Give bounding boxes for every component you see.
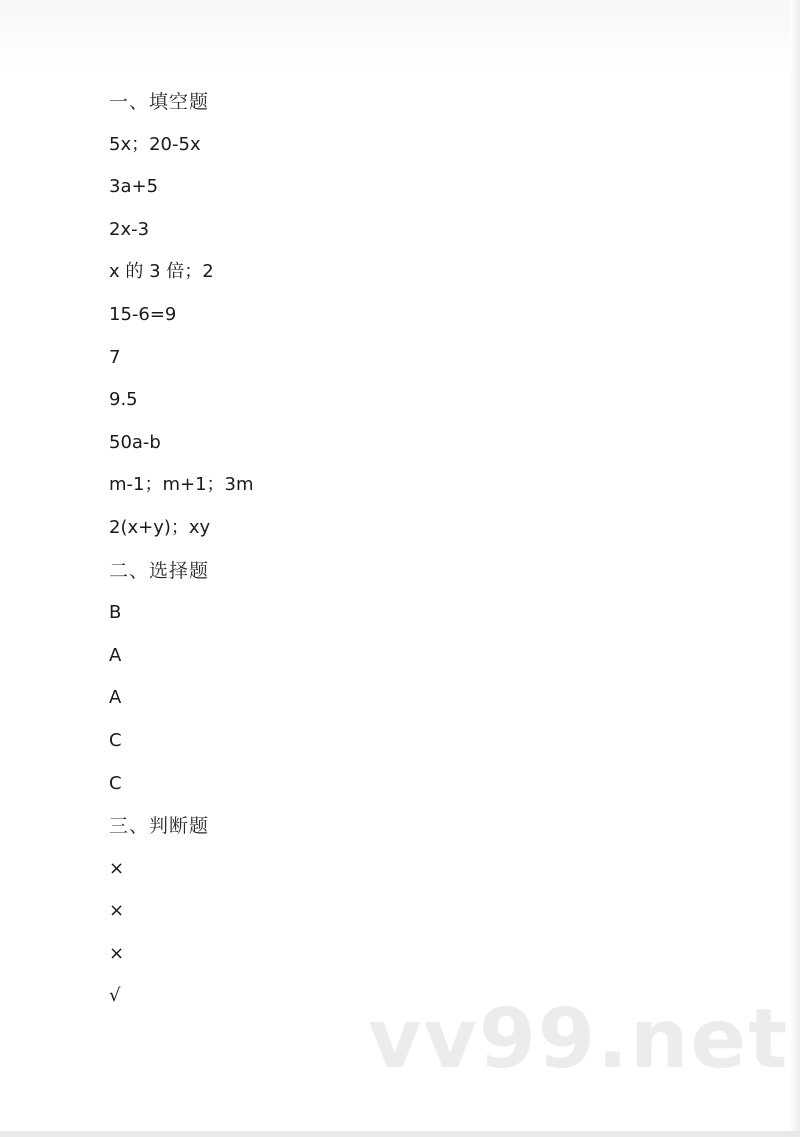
- answer-line: B: [109, 602, 122, 624]
- page-bottom-edge: [0, 1131, 800, 1137]
- answer-line: √: [109, 985, 121, 1007]
- answer-line: ×: [109, 857, 125, 879]
- answer-line: ×: [109, 900, 125, 922]
- answer-line: 7: [109, 346, 121, 368]
- answer-line: 9.5: [109, 389, 138, 411]
- answer-line: 15-6=9: [109, 303, 177, 325]
- answer-line: 3a+5: [109, 176, 159, 198]
- answer-line: C: [109, 772, 122, 794]
- answer-line: A: [109, 644, 122, 666]
- site-watermark: vv99.net: [368, 992, 790, 1087]
- page-top-shadow: [0, 0, 800, 70]
- answer-line: 5x；20-5x: [109, 133, 201, 155]
- answer-line: 2(x+y)；xy: [109, 516, 211, 538]
- answer-line: ×: [109, 942, 125, 964]
- answer-line: C: [109, 729, 122, 751]
- answer-line: 2x-3: [109, 218, 150, 240]
- answer-document: [109, 86, 709, 1023]
- section-heading-multiple-choice: 二、选择题: [109, 559, 210, 582]
- section-heading-fill-in: 一、填空题: [109, 91, 210, 113]
- answer-line: x 的 3 倍；2: [109, 261, 214, 283]
- page-right-edge: [790, 0, 800, 1137]
- section-heading-true-false: 三、判断题: [109, 815, 210, 838]
- answer-line: 50a-b: [109, 431, 161, 453]
- answer-line: A: [109, 687, 122, 709]
- answer-line: m-1；m+1；3m: [109, 474, 254, 496]
